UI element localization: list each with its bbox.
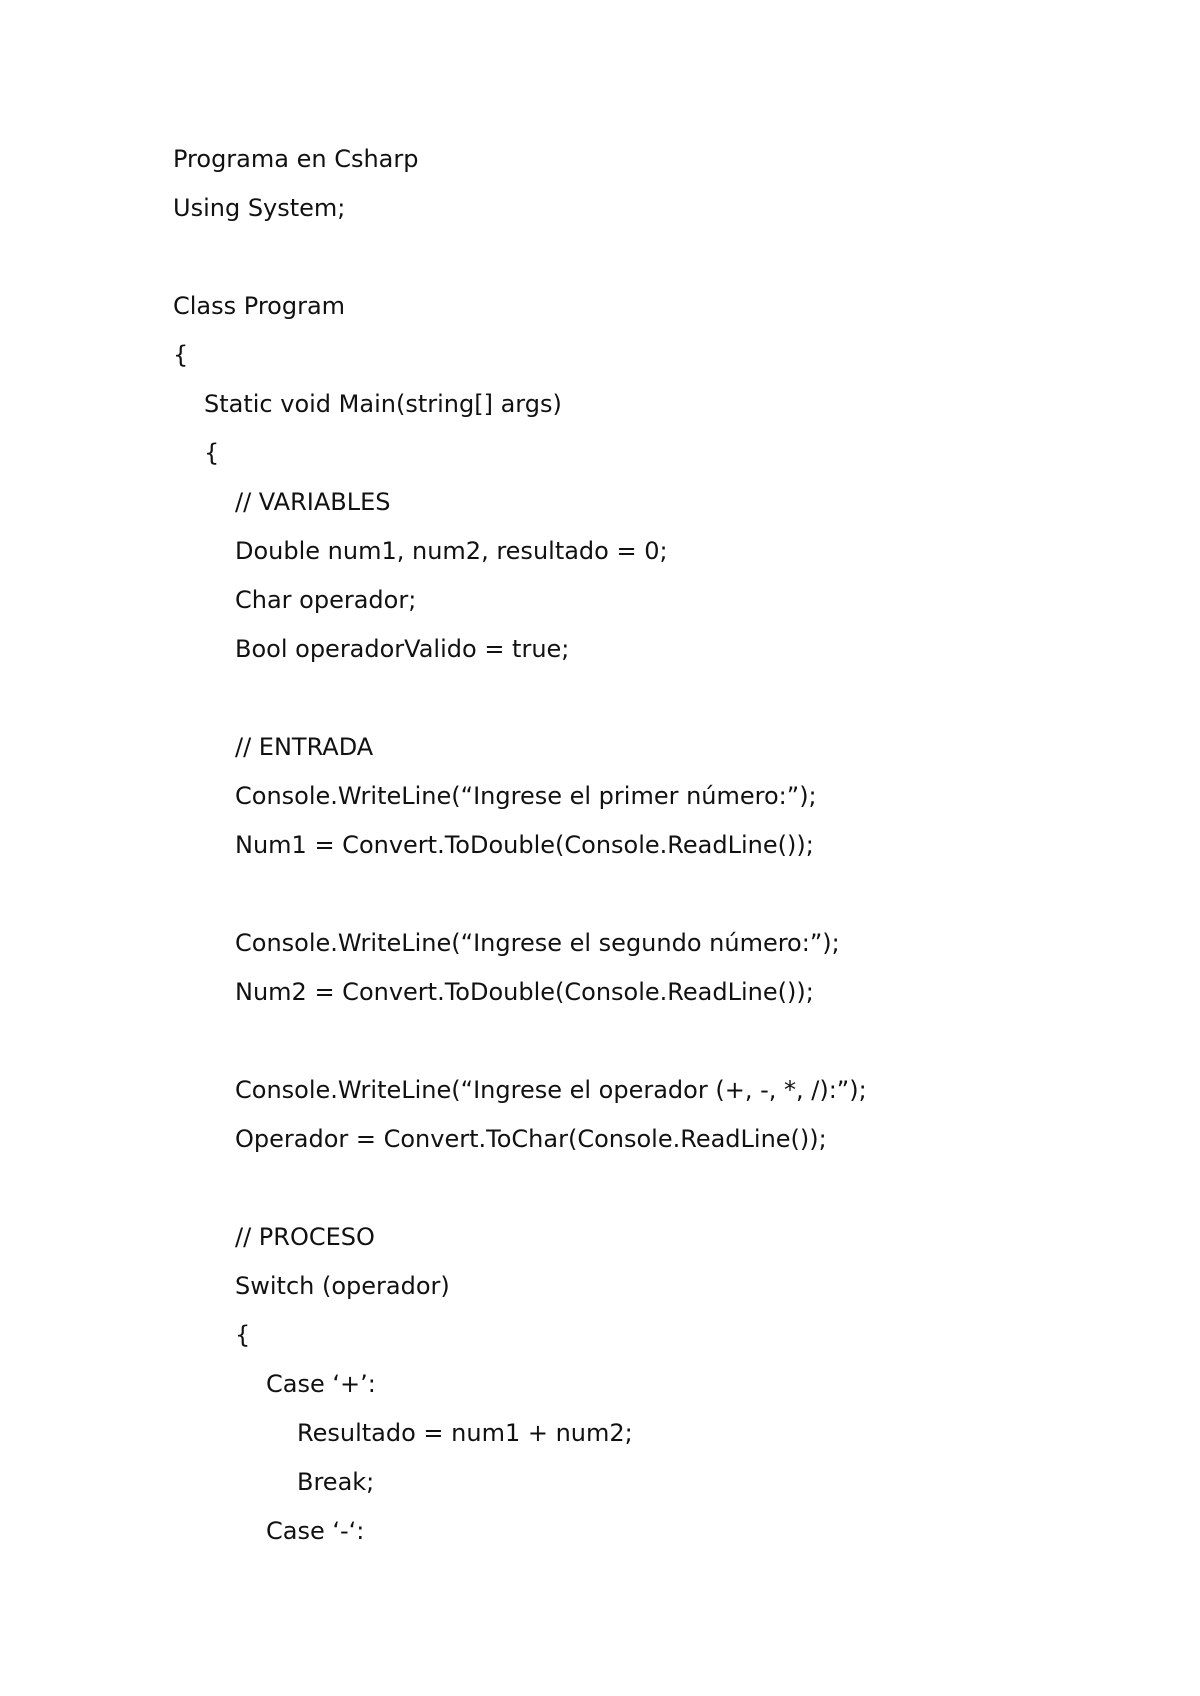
document-line: Console.WriteLine(“Ingrese el segundo número:”);	[235, 929, 840, 957]
document-line: Switch (operador)	[235, 1272, 450, 1300]
document-line: // VARIABLES	[235, 488, 391, 516]
document-line: Using System;	[173, 194, 346, 222]
document-line: Static void Main(string[] args)	[204, 390, 562, 418]
document-line: // PROCESO	[235, 1223, 375, 1251]
blank-line	[173, 1021, 867, 1070]
document-line: Bool operadorValido = true;	[235, 635, 570, 663]
document-line: Operador = Convert.ToChar(Console.ReadLine());	[235, 1125, 827, 1153]
document-line: Console.WriteLine(“Ingrese el operador (+, -, *, /):”);	[235, 1076, 867, 1104]
document-line: Double num1, num2, resultado = 0;	[235, 537, 668, 565]
document-line: Break;	[297, 1468, 375, 1496]
blank-line	[173, 1168, 867, 1217]
document-line: Resultado = num1 + num2;	[297, 1419, 633, 1447]
document-line: Num1 = Convert.ToDouble(Console.ReadLine());	[235, 831, 814, 859]
document-line: {	[235, 1321, 251, 1349]
document-body	[173, 139, 867, 1560]
document-line: {	[173, 341, 189, 369]
document-line: Case ‘-‘:	[266, 1517, 365, 1545]
document-line: Class Program	[173, 292, 346, 320]
document-line: Char operador;	[235, 586, 417, 614]
document-line: Console.WriteLine(“Ingrese el primer número:”);	[235, 782, 817, 810]
blank-line	[173, 237, 867, 286]
document-line: {	[204, 439, 220, 467]
blank-line	[173, 874, 867, 923]
blank-line	[173, 678, 867, 727]
document-line: Programa en Csharp	[173, 145, 419, 173]
document-line: Case ‘+’:	[266, 1370, 376, 1398]
document-line: Num2 = Convert.ToDouble(Console.ReadLine());	[235, 978, 814, 1006]
document-line: // ENTRADA	[235, 733, 374, 761]
